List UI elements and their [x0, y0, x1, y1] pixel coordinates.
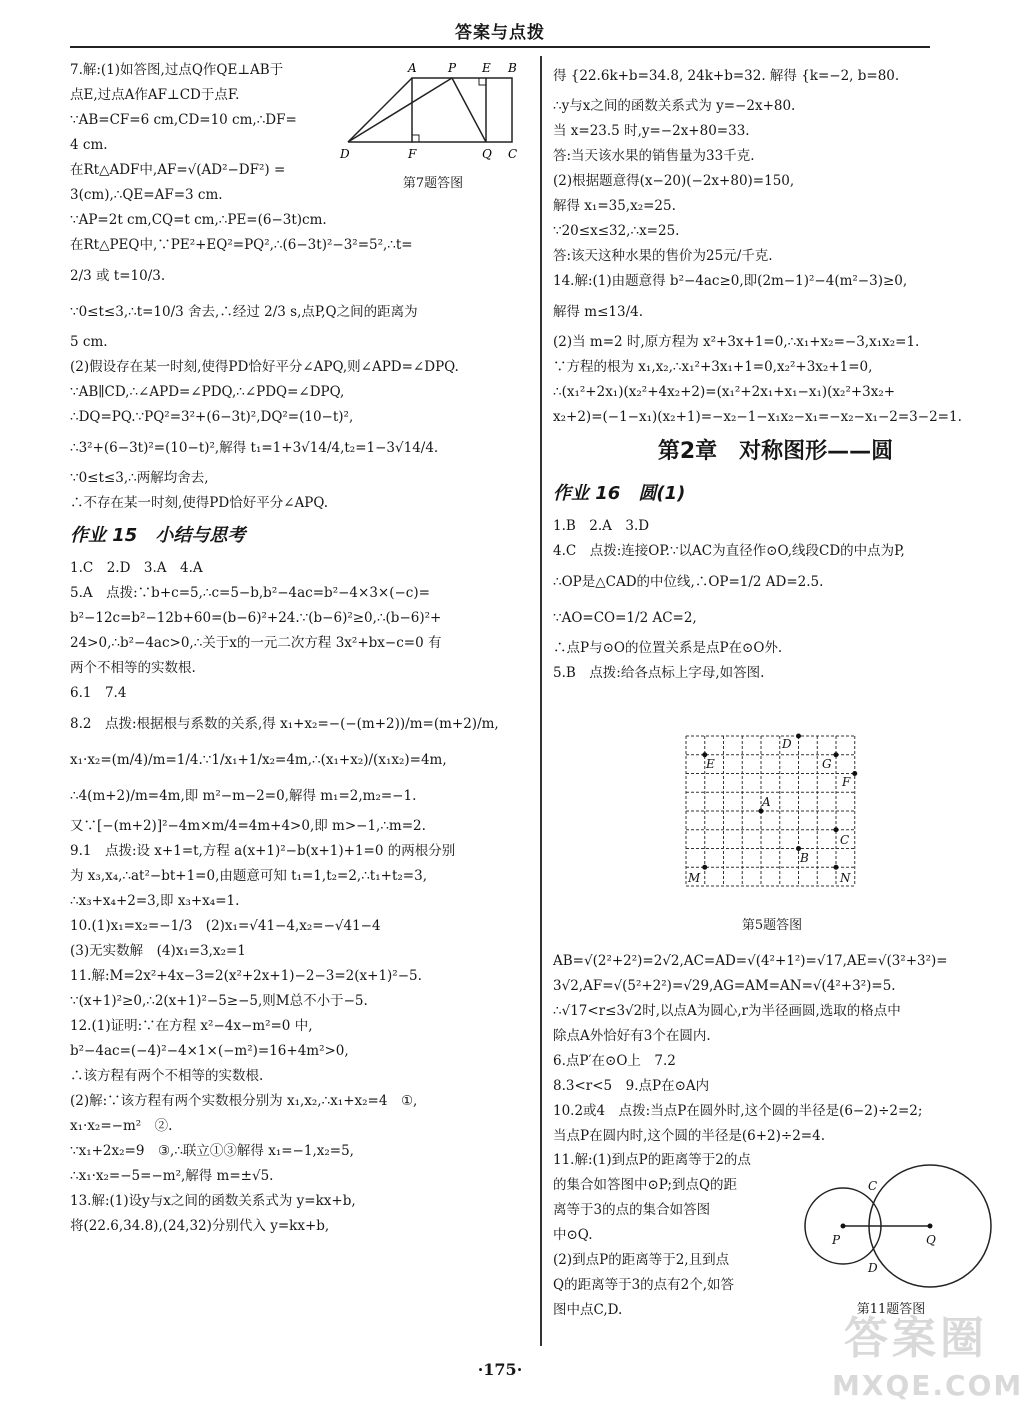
text-line: Q的距离等于3的点有2个,如答: [553, 1277, 735, 1293]
text-line: ∵AP=2t cm,CQ=t cm,∴PE=(6−3t)cm.: [70, 212, 327, 228]
text-line: (2)当 m=2 时,原方程为 x²+3x+1=0,∴x₁+x₂=−3,x₁x₂=1.: [553, 334, 920, 350]
watermark-logo: 答案圈: [844, 1313, 988, 1364]
fig7-label-F: F: [408, 147, 417, 161]
text-line: (3)无实数解 (4)x₁=3,x₂=1: [70, 943, 246, 959]
text-line: ∴x₃+x₄+2=3,即 x₃+x₄=1.: [70, 893, 240, 909]
text-line: 8.3<r<5 9.点P在⊙A内: [553, 1078, 710, 1094]
figure-11-circles: [796, 1144, 986, 1294]
text-line: 在Rt△ADF中,AF=√(AD²−DF²) =: [70, 162, 286, 178]
figure-11: [796, 1144, 986, 1317]
text-line: 2/3 或 t=10/3.: [70, 268, 166, 284]
text-line: ∵AO=CO=1/2 AC=2,: [553, 610, 697, 626]
fig5-label-C: C: [840, 833, 850, 847]
text-line: ∵20≤x≤32,∴x=25.: [553, 223, 680, 239]
fig7-label-A: A: [408, 61, 417, 75]
section-heading: 作业 16 圆(1): [553, 483, 686, 504]
text-line: (2)解:∵该方程有两个实数根分别为 x₁,x₂,∴x₁+x₂=4 ①,: [70, 1093, 418, 1109]
text-line: 除点A外恰好有3个在圆内.: [553, 1028, 711, 1044]
fig7-label-P: P: [448, 61, 457, 75]
text-line: 离等于3的点的集合如答图: [553, 1202, 711, 1218]
text-line: ∴√17<r≤3√2时,以点A为圆心,r为半径画圆,选取的格点中: [553, 1003, 901, 1019]
text-line: (2)到点P的距离等于2,且到点: [553, 1252, 730, 1268]
text-line: ∴DQ=PQ.∵PQ²=3²+(6−3t)²,DQ²=(10−t)²,: [70, 409, 354, 425]
text-line: 7.解:(1)如答图,过点Q作QE⊥AB于: [70, 62, 284, 78]
left-column: [70, 58, 528, 1239]
text-line: x₁·x₂=−m² ②.: [70, 1118, 173, 1134]
figure-7-caption: 第7题答图: [402, 176, 464, 191]
text-line: 为 x₃,x₄,∴at²−bt+1=0,由题意可知 t₁=1,t₂=2,∴t₁+t₂=3,: [70, 868, 427, 884]
text-line: 13.解:(1)设y与x之间的函数关系式为 y=kx+b,: [70, 1193, 356, 1209]
figure-7-diagram: [338, 58, 528, 168]
fig7-label-C: C: [508, 147, 518, 161]
text-line: ∴不存在某一时刻,使得PD恰好平分∠APQ.: [70, 495, 329, 511]
page-header: 答案与点拨: [455, 23, 545, 43]
watermark: [832, 1310, 1023, 1418]
text-line: 两个不相等的实数根.: [70, 660, 196, 676]
fig5-label-M: M: [688, 871, 701, 885]
text-line: 11.解:(1)到点P的距离等于2的点: [553, 1152, 751, 1168]
text-line: (2)假设存在某一时刻,使得PD恰好平分∠APQ,则∠APD=∠DPQ.: [70, 359, 459, 375]
text-line: ∴OP是△CAD的中位线,∴OP=1/2 AD=2.5.: [553, 574, 824, 590]
figure-5-caption: 第5题答图: [741, 918, 803, 933]
text-line: 解得 x₁=35,x₂=25.: [553, 198, 676, 214]
fig5-label-F: F: [842, 775, 851, 789]
fig11-label-Q: Q: [926, 1233, 936, 1247]
text-line: 5 cm.: [70, 334, 108, 350]
text-line: 在Rt△PEQ中,∵PE²+EQ²=PQ²,∴(6−3t)²−3²=5²,∴t=: [70, 237, 413, 253]
fig11-label-D: D: [868, 1261, 878, 1275]
text-line: 得 {22.6k+b=34.8, 24k+b=32. 解得 {k=−2, b=80.: [553, 68, 900, 84]
section-heading: 作业 15 小结与思考: [70, 525, 246, 546]
figure-5: [684, 734, 860, 944]
text-line: 点E,过点A作AF⊥CD于点F.: [70, 87, 240, 103]
text-line: 10.(1)x₁=x₂=−1/3 (2)x₁=√41−4,x₂=−√41−4: [70, 918, 381, 934]
text-line: 4.C 点拨:连接OP.∵以AC为直径作⊙O,线段CD的中点为P,: [553, 543, 905, 559]
fig5-label-N: N: [840, 871, 851, 885]
text-line: x₁·x₂=(m/4)/m=1/4.∵1/x₁+1/x₂=4m,∴(x₁+x₂)/(x₁x₂)=4m,: [70, 752, 447, 768]
header-rule: [70, 46, 930, 48]
text-line: AB=√(2²+2²)=2√2,AC=AD=√(4²+1²)=√17,AE=√(3²+3²)=: [553, 953, 948, 969]
text-line: 当点P在圆内时,这个圆的半径是(6+2)÷2=4.: [553, 1128, 825, 1144]
text-line: 答:当天该水果的销售量为33千克.: [553, 148, 755, 164]
text-line: 4 cm.: [70, 137, 108, 153]
text-line: ∴3²+(6−3t)²=(10−t)²,解得 t₁=1+3√14/4,t₂=1−3√14/4.: [70, 440, 439, 456]
text-line: ∴4(m+2)/m=4m,即 m²−m−2=0,解得 m₁=2,m₂=−1.: [70, 788, 417, 804]
text-line: 又∵[−(m+2)]²−4m×m/4=4m+4>0,即 m>−1,∴m=2.: [70, 818, 426, 834]
text-line: ∵AB∥CD,∴∠APD=∠PDQ,∴∠PDQ=∠DPQ,: [70, 384, 345, 400]
fig5-label-G: G: [822, 757, 832, 771]
text-line: 8.2 点拨:根据根与系数的关系,得 x₁+x₂=−(−(m+2))/m=(m+2)/m,: [70, 716, 499, 732]
text-line: x₂+2)=(−1−x₁)(x₂+1)=−x₂−1−x₁x₂−x₁=−x₂−x₁−2=3−2=1.: [553, 409, 962, 425]
text-line: 24>0,∴b²−4ac>0,∴关于x的一元二次方程 3x²+bx−c=0 有: [70, 635, 442, 651]
text-line: ∴(x₁²+2x₁)(x₂²+4x₂+2)=(x₁²+2x₁+x₁−x₁)(x₂²+3x₂+: [553, 384, 896, 400]
fig5-label-A: A: [762, 795, 771, 809]
text-line: ∴y与x之间的函数关系式为 y=−2x+80.: [553, 98, 796, 114]
text-line: 6.1 7.4: [70, 685, 127, 701]
text-line: 5.A 点拨:∵b+c=5,∴c=5−b,b²−4ac=b²−4×3×(−c)=: [70, 585, 430, 601]
figure-7: [338, 58, 528, 193]
text-line: 5.B 点拨:给各点标上字母,如答图.: [553, 665, 765, 681]
text-line: 14.解:(1)由题意得 b²−4ac≥0,即(2m−1)²−4(m²−3)≥0,: [553, 273, 908, 289]
text-line: 9.1 点拨:设 x+1=t,方程 a(x+1)²−b(x+1)+1=0 的两根分别: [70, 843, 456, 859]
text-line: 3(cm),∴QE=AF=3 cm.: [70, 187, 223, 203]
text-line: 3√2,AF=√(5²+2²)=√29,AG=AM=AN=√(4²+3²)=5.: [553, 978, 896, 994]
text-line: b²−4ac=(−4)²−4×1×(−m²)=16+4m²>0,: [70, 1043, 349, 1059]
text-line: ∴x₁·x₂=−5=−m²,解得 m=±√5.: [70, 1168, 274, 1184]
text-line: ∵方程的根为 x₁,x₂,∴x₁²+3x₁+1=0,x₂²+3x₂+1=0,: [553, 359, 873, 375]
right-column-bottom: [553, 949, 998, 1149]
fig5-label-E: E: [706, 757, 715, 771]
text-line: ∵AB=CF=6 cm,CD=10 cm,∴DF=: [70, 112, 297, 128]
text-line: ∴该方程有两个不相等的实数根.: [70, 1068, 264, 1084]
fig7-label-E: E: [482, 61, 491, 75]
text-line: 当 x=23.5 时,y=−2x+80=33.: [553, 123, 750, 139]
fig7-label-B: B: [508, 61, 517, 75]
text-line: 解得 m≤13/4.: [553, 304, 644, 320]
text-line: ∵x₁+2x₂=9 ③,∴联立①③解得 x₁=−1,x₂=5,: [70, 1143, 354, 1159]
text-line: 12.(1)证明:∵在方程 x²−4x−m²=0 中,: [70, 1018, 313, 1034]
fig5-label-D: D: [782, 737, 792, 751]
text-line: b²−12c=b²−12b+60=(b−6)²+24.∵(b−6)²≥0,∴(b−6)²+: [70, 610, 442, 626]
text-line: 将(22.6,34.8),(24,32)分别代入 y=kx+b,: [70, 1218, 330, 1234]
text-line: 6.点P′在⊙O上 7.2: [553, 1053, 676, 1069]
text-line: ∴点P与⊙O的位置关系是点P在⊙O外.: [553, 640, 783, 656]
question-11: [553, 1148, 791, 1323]
text-line: 10.2或4 点拨:当点P在圆外时,这个圆的半径是(6−2)÷2=2;: [553, 1103, 923, 1119]
figure-5-grid: [684, 734, 860, 910]
text-line: 中⊙Q.: [553, 1227, 593, 1243]
text-line: (2)根据题意得(x−20)(−2x+80)=150,: [553, 173, 795, 189]
figure-11-caption: 第11题答图: [856, 1302, 926, 1317]
text-line: ∵0≤t≤3,∴两解均舍去,: [70, 470, 209, 486]
right-column-top: [553, 58, 998, 686]
text-line: 11.解:M=2x²+4x−3=2(x²+2x+1)−2−3=2(x+1)²−5.: [70, 968, 422, 984]
fig11-label-P: P: [832, 1233, 841, 1247]
text-line: 1.C 2.D 3.A 4.A: [70, 560, 203, 576]
text-line: 的集合如答图中⊙P;到点Q的距: [553, 1177, 738, 1193]
watermark-site: MXQE.COM: [832, 1369, 1023, 1402]
fig11-label-C: C: [868, 1179, 878, 1193]
fig5-label-B: B: [800, 851, 809, 865]
text-line: 答:该天这种水果的售价为25元/千克.: [553, 248, 773, 264]
chapter-heading: 第2章 对称图形——圆: [657, 439, 894, 464]
column-divider: [540, 56, 542, 1346]
text-line: 1.B 2.A 3.D: [553, 518, 650, 534]
text-line: ∵(x+1)²≥0,∴2(x+1)²−5≥−5,则M总不小于−5.: [70, 993, 368, 1009]
fig7-label-D: D: [340, 147, 350, 161]
fig7-label-Q: Q: [482, 147, 492, 161]
text-line: ∵0≤t≤3,∴t=10/3 舍去,∴经过 2/3 s,点P,Q之间的距离为: [70, 304, 418, 320]
text-line: 图中点C,D.: [553, 1302, 623, 1318]
page-number: ·175·: [477, 1360, 523, 1379]
